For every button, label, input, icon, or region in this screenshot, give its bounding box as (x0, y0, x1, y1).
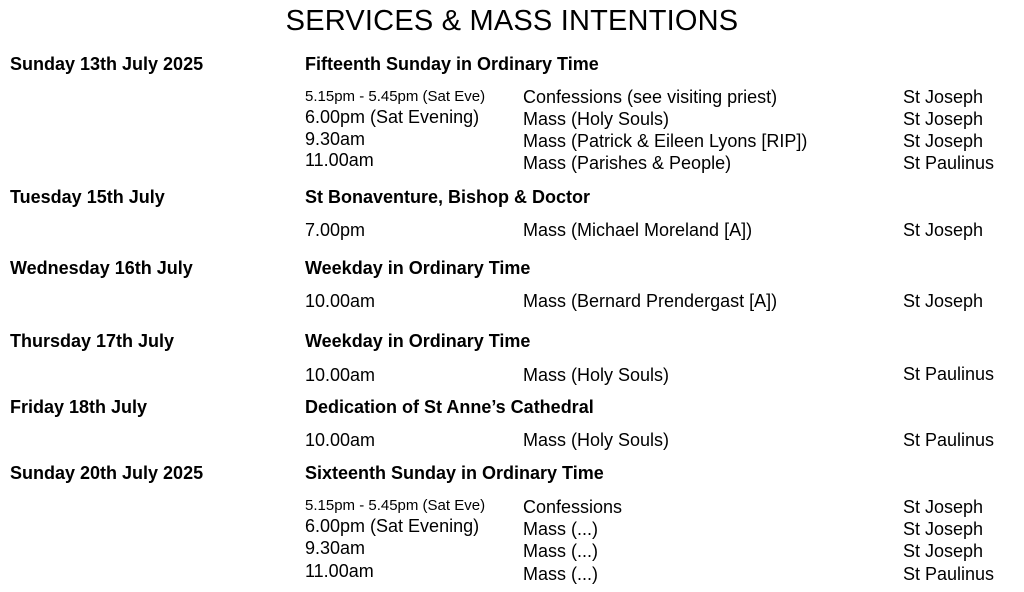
day-feast: Fifteenth Sunday in Ordinary Time (305, 54, 599, 74)
day-date: Sunday 20th July 2025 (10, 463, 204, 483)
service-church: St Joseph (903, 541, 984, 561)
day-feast: St Bonaventure, Bishop & Doctor (305, 187, 591, 207)
service-description: Mass (Bernard Prendergast [A]) (523, 291, 778, 311)
service-time: 6.00pm (Sat Evening) (305, 516, 480, 536)
service-church: St Joseph (903, 519, 984, 539)
day-feast: Weekday in Ordinary Time (305, 258, 531, 278)
service-church: St Joseph (903, 220, 984, 240)
service-description: Mass (...) (523, 564, 598, 584)
service-time: 5.15pm - 5.45pm (Sat Eve) (305, 88, 486, 105)
service-church: St Paulinus (903, 153, 995, 173)
service-time: 10.00am (305, 291, 376, 311)
service-church: St Joseph (903, 291, 984, 311)
day-feast: Weekday in Ordinary Time (305, 331, 531, 351)
service-church: St Joseph (903, 87, 984, 107)
day-date: Sunday 13th July 2025 (10, 54, 204, 74)
service-church: St Joseph (903, 131, 984, 151)
service-church: St Joseph (903, 497, 984, 517)
service-description: Confessions (see visiting priest) (523, 87, 778, 107)
day-date: Tuesday 15th July (10, 187, 165, 207)
service-time: 6.00pm (Sat Evening) (305, 107, 480, 127)
service-description: Mass (Holy Souls) (523, 365, 670, 385)
service-description: Confessions (523, 497, 623, 517)
service-church: St Joseph (903, 109, 984, 129)
service-time: 11.00am (305, 150, 374, 170)
service-time: 10.00am (305, 430, 376, 450)
service-time: 11.00am (305, 561, 374, 581)
day-feast: Sixteenth Sunday in Ordinary Time (305, 463, 604, 483)
service-time: 9.30am (305, 129, 366, 149)
service-time: 5.15pm - 5.45pm (Sat Eve) (305, 497, 486, 514)
service-description: Mass (...) (523, 541, 598, 561)
service-description: Mass (Michael Moreland [A]) (523, 220, 753, 240)
day-feast: Dedication of St Anne’s Cathedral (305, 397, 594, 417)
service-church: St Paulinus (903, 564, 995, 584)
service-time: 10.00am (305, 365, 376, 385)
service-description: Mass (Holy Souls) (523, 109, 670, 129)
service-church: St Paulinus (903, 364, 995, 384)
service-description: Mass (Parishes & People) (523, 153, 732, 173)
day-date: Friday 18th July (10, 397, 148, 417)
service-time: 9.30am (305, 538, 366, 558)
day-date: Thursday 17th July (10, 331, 175, 351)
service-description: Mass (Patrick & Eileen Lyons [RIP]) (523, 131, 808, 151)
service-description: Mass (Holy Souls) (523, 430, 670, 450)
page-title: SERVICES & MASS INTENTIONS (285, 5, 739, 37)
service-description: Mass (...) (523, 519, 598, 539)
service-church: St Paulinus (903, 430, 995, 450)
service-time: 7.00pm (305, 220, 366, 240)
day-date: Wednesday 16th July (10, 258, 193, 278)
